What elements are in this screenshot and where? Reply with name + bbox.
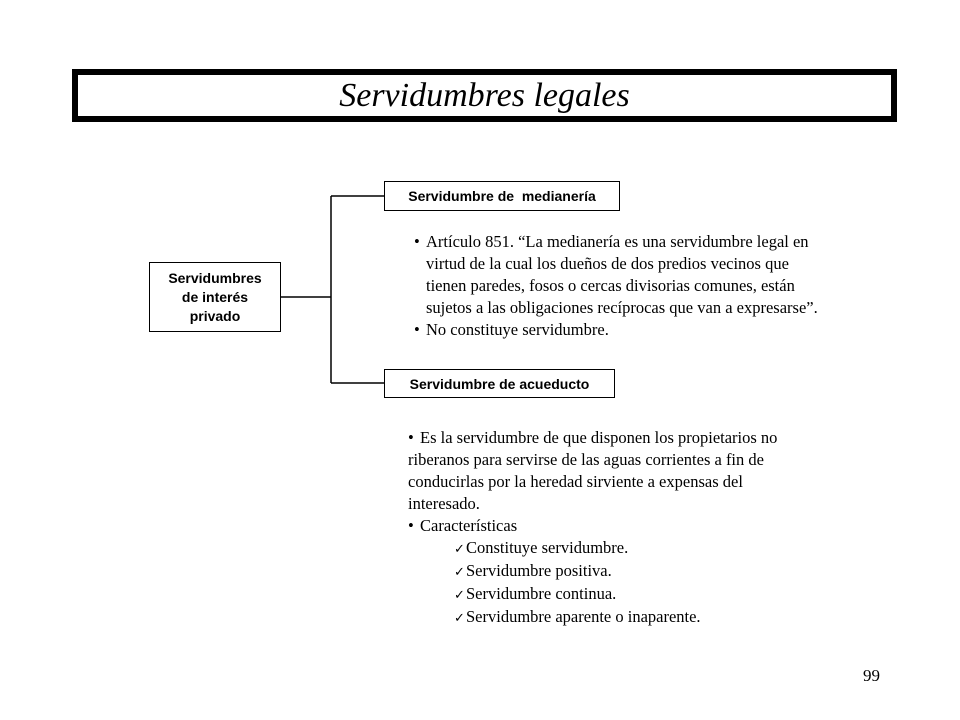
- page-number: 99: [863, 666, 880, 685]
- check-item-text: Constituye servidumbre.: [466, 538, 629, 557]
- bullet-text-line: virtud de la cual los dueños de dos predios vecinos que: [426, 254, 789, 273]
- bullet-text-line: riberanos para servirse de las aguas corrientes a fin de: [408, 450, 764, 469]
- check-item: [454, 606, 777, 629]
- bullet-text-line: Es la servidumbre de que disponen los propietarios no: [420, 428, 778, 447]
- root-node: [149, 262, 281, 332]
- bullet-text-line: interesado.: [408, 494, 480, 513]
- bullet-icon: •: [408, 516, 414, 535]
- medianeria-description: [414, 231, 818, 341]
- bullet-icon: •: [414, 320, 420, 339]
- bullet-text-line: Artículo 851. “La medianería es una servidumbre legal en: [426, 232, 809, 251]
- acueducto-description: [408, 427, 777, 629]
- bullet-item: [408, 427, 777, 449]
- checkmark-icon: ✓: [454, 587, 465, 602]
- check-item: [454, 560, 777, 583]
- bullet-item: [414, 231, 818, 253]
- check-item: [454, 583, 777, 606]
- bullet-text-line: tienen paredes, fosos o cercas divisorias comunes, están: [426, 276, 795, 295]
- bullet-item: [414, 319, 818, 341]
- check-item: [454, 537, 777, 560]
- checkmark-icon: ✓: [454, 564, 465, 579]
- node-acueducto: Servidumbre de acueducto: [384, 369, 615, 398]
- check-item-text: Servidumbre positiva.: [466, 561, 612, 580]
- root-node-line: de interés: [181, 288, 249, 305]
- bullet-text-line: No constituye servidumbre.: [426, 320, 609, 339]
- root-node-line: Servidumbres: [168, 269, 262, 286]
- bullet-text-line: sujetos a las obligaciones recíprocas que van a expresarse”.: [426, 298, 818, 317]
- bullet-text-line: Características: [420, 516, 518, 535]
- check-item-text: Servidumbre continua.: [466, 584, 617, 603]
- check-item-text: Servidumbre aparente o inaparente.: [466, 607, 701, 626]
- bullet-icon: •: [408, 428, 414, 447]
- node-medianeria: Servidumbre de medianería: [384, 181, 620, 211]
- bullet-icon: •: [414, 232, 420, 251]
- checkmark-icon: ✓: [454, 610, 465, 625]
- bullet-text-line: conducirlas por la heredad sirviente a expensas del: [408, 472, 743, 491]
- slide-title: Servidumbres legales: [339, 76, 630, 114]
- checkmark-icon: ✓: [454, 541, 465, 556]
- root-node-line: privado: [189, 307, 241, 324]
- bullet-item: [408, 515, 777, 537]
- characteristics-list: [408, 537, 777, 629]
